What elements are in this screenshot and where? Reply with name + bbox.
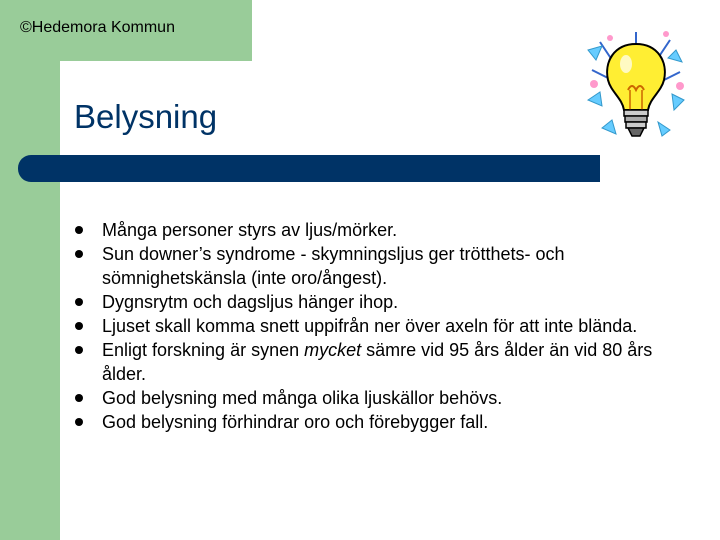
title-underline-bar [18, 155, 600, 182]
bullet-text: Dygnsrytm och dagsljus hänger ihop. [102, 292, 399, 312]
list-item [0, 290, 720, 314]
copyright-text: ©Hedemora Kommun [20, 19, 175, 36]
bullet-text-post: sämre vid 95 års ålder än vid 80 års ålder. [102, 340, 653, 384]
bullet-text: God belysning med många olika ljuskällor behövs. [102, 388, 503, 408]
list-item [0, 338, 720, 386]
content-corner [60, 61, 100, 101]
bullet-text: God belysning förhindrar oro och förebygger fall. [102, 412, 489, 432]
slide-title: Belysning [74, 98, 218, 135]
bullet-text: Ljuset skall komma snett uppifrån ner över axeln för att inte blända. [102, 316, 638, 336]
bullet-list [0, 218, 720, 434]
bullet-text: Sun downer’s syndrome - skymningsljus ger trötthets- och sömnighetskänsla (inte oro/ångest). [102, 244, 565, 288]
bullet-text-emphasis: mycket [304, 340, 362, 360]
light-bulb-icon [582, 30, 690, 148]
list-item [0, 410, 720, 434]
list-item [0, 218, 720, 242]
bullet-text-pre: Enligt forskning är synen [102, 340, 305, 360]
bullet-text: Många personer styrs av ljus/mörker. [102, 220, 398, 240]
list-item [0, 314, 720, 338]
list-item [0, 242, 720, 290]
list-item [0, 386, 720, 410]
